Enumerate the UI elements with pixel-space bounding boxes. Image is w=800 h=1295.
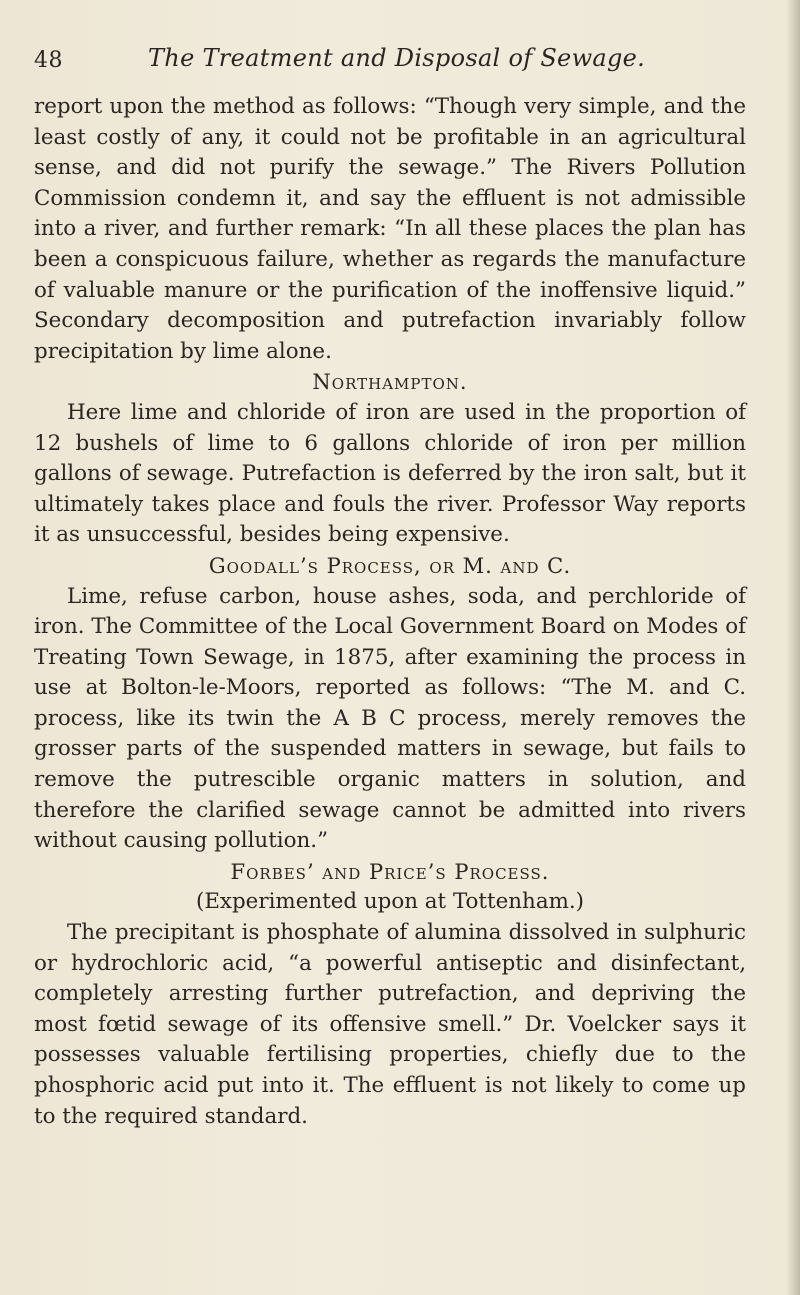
paragraph-goodall-process: Lime, refuse carbon, house ashes, soda, and perchloride of iron. The Committee of the Local Government Board on Modes of Treating Town Sewage, in 1875, after examining the process in use at Bolton-le-Moors, reported as follows: “The M. and C. process, like its twin the A B C process, merely removes the grosser parts of the suspended matters in sewage, but fails to remove the putrescible organic matters in solution, and therefore the clarified sewage cannot be admitted into rivers without causing pollution.” <box>34 583 746 854</box>
page-body <box>34 92 746 1132</box>
paragraph-northampton: Here lime and chloride of iron are used in the proportion of 12 bushels of lime to 6 gallons chloride of iron per million gallons of sewage. Putrefaction is deferred by the iron salt, but it ultimately takes place and fouls the river. Professor Way reports it as unsuccessful, besides being expensive. <box>34 399 746 548</box>
page-number: 48 <box>34 48 63 73</box>
paragraph-lime-process: report upon the method as follows: “Though very simple, and the least costly of any, it could not be profitable in an agricultural sense, and did not purify the sewage.” The Rivers Pollution Commission condemn it, and say the effluent is not admissible into a river, and further remark: “In all these places the plan has been a conspicuous failure, whether as regards the manufacture of valuable manure or the purification of the inoffensive liquid.” Secondary decomposition and putrefaction invariably follow precipitation by lime alone. <box>34 94 746 364</box>
page-edge-shadow <box>786 0 800 1295</box>
heading-forbes-price-process: Forbes’ and Price’s Process. <box>230 859 550 884</box>
page-header <box>34 44 754 84</box>
paragraph-forbes-price-process: The precipitant is phosphate of alumina dissolved in sulphuric or hydrochloric acid, “a powerful antiseptic and disinfectant, completely arresting further putrefaction, and depriving the most fœtid sewage of its offensive smell.” Dr. Voelcker says it possesses valuable fertilising properties, chiefly due to the phosphoric acid put into it. The effluent is not likely to come up to the required standard. <box>34 920 746 1129</box>
heading-goodall-process: Goodall’s Process, or M. and C. <box>208 553 572 578</box>
running-title: The Treatment and Disposal of Sewage. <box>148 44 646 72</box>
subheading-tottenham: (Experimented upon at Tottenham.) <box>195 889 585 915</box>
heading-northampton: Northampton. <box>312 370 468 395</box>
